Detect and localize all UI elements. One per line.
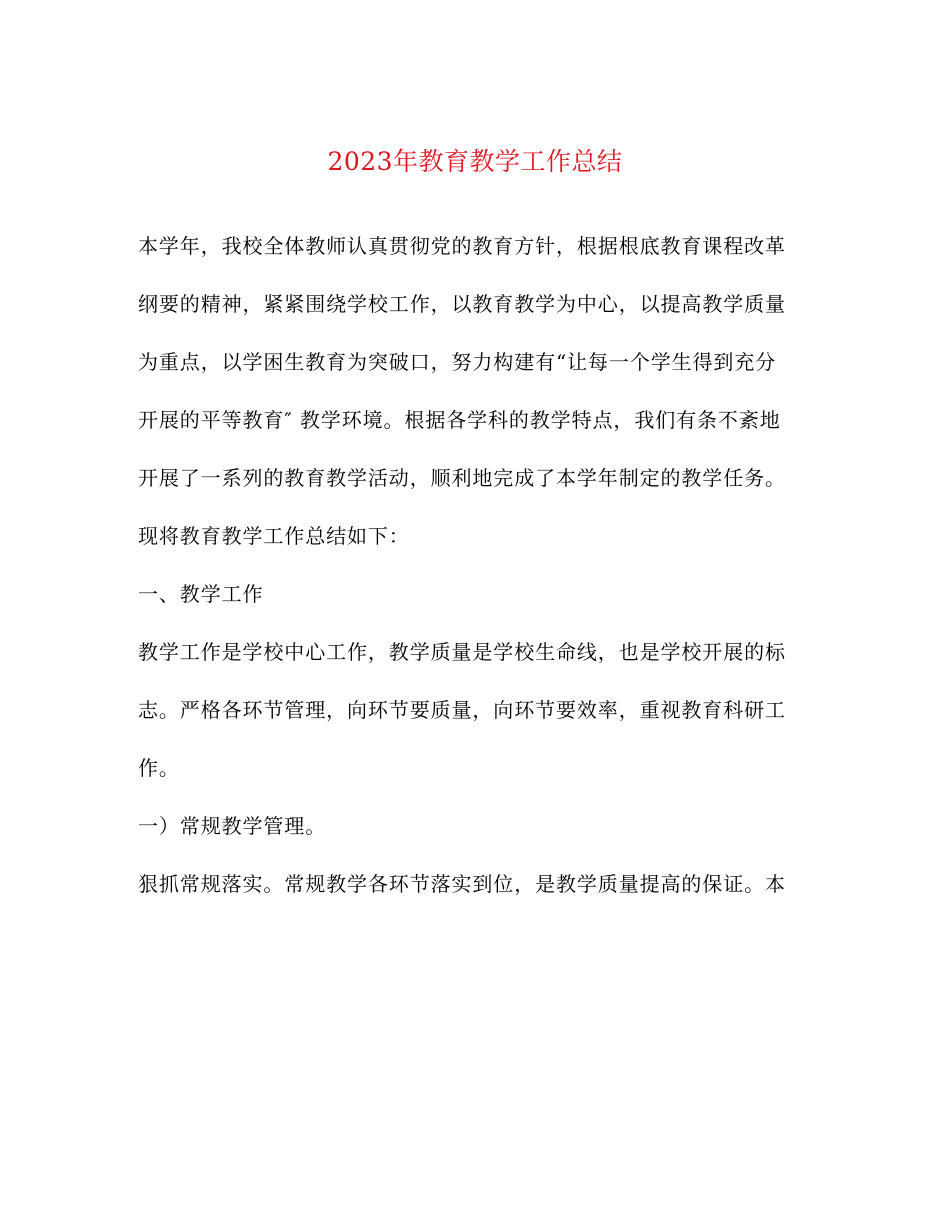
body-line: 开展了一系列的教育教学活动，顺利地完成了本学年制定的教学任务。 [138,466,786,490]
body-line: 开展的平等教育″ 教学环境。根据各学科的教学特点，我们有条不紊地 [138,408,781,432]
document-body [138,226,818,922]
body-line: 本学年，我校全体教师认真贯彻党的教育方针，根据根底教育课程改革 [138,234,786,258]
body-line: 纲要的精神，紧紧围绕学校工作，以教育教学为中心，以提高教学质量 [138,292,786,316]
body-line: 教学工作是学校中心工作，教学质量是学校生命线，也是学校开展的标 [138,640,786,664]
document-title: 2023年教育教学工作总结 [327,147,623,176]
subsection-heading: 一）常规教学管理。 [138,814,327,838]
body-line: 狠抓常规落实。常规教学各环节落实到位，是教学质量提高的保证。本 [138,872,786,896]
body-line: 为重点，以学困生教育为突破口，努力构建有“让每一个学生得到充分 [138,350,777,374]
body-line: 现将教育教学工作总结如下： [138,524,410,548]
body-line: 志。严格各环节管理，向环节要质量，向环节要效率，重视教育科研工 [138,698,786,722]
section-heading: 一、教学工作 [138,582,264,606]
body-line: 作。 [138,756,180,780]
